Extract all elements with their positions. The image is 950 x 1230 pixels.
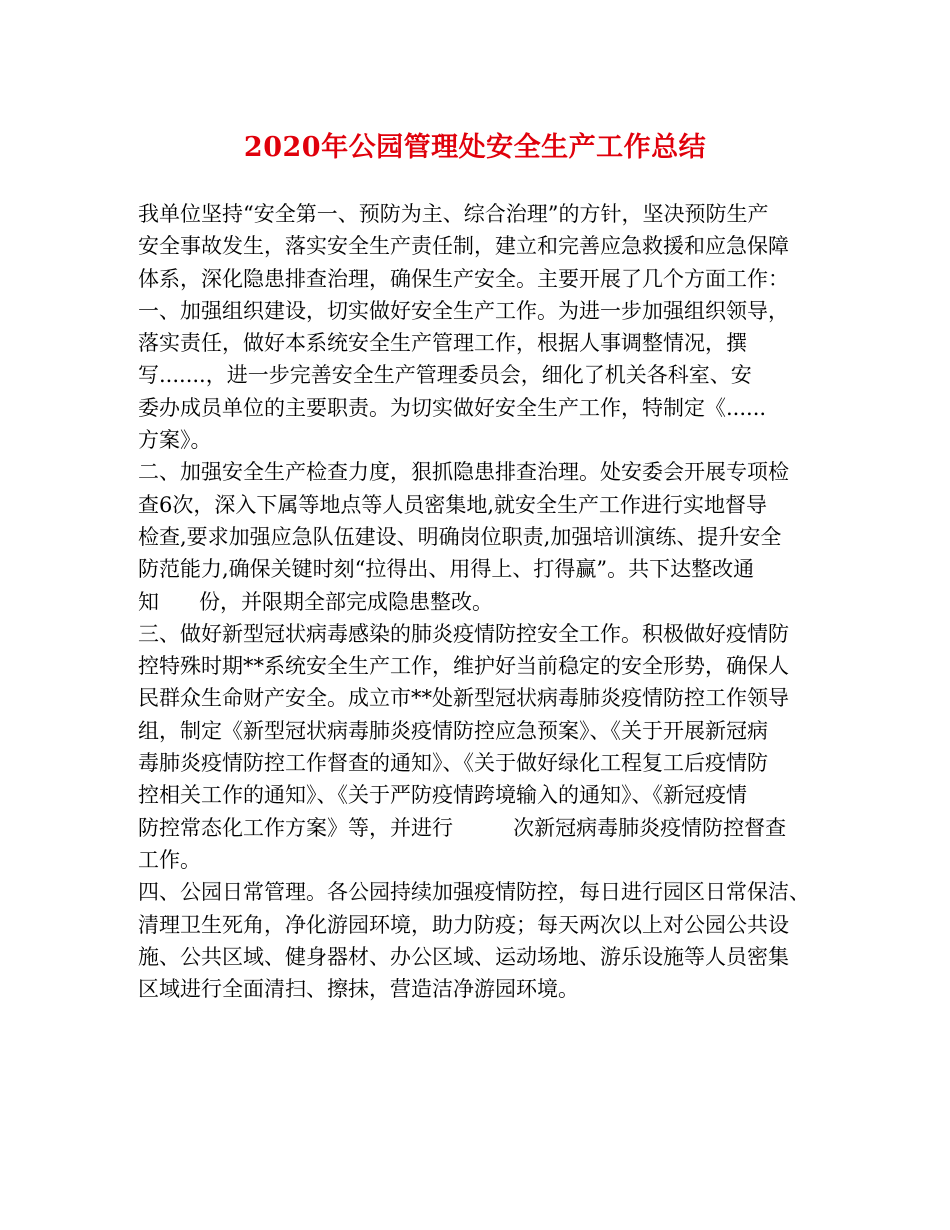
body-text-line: 二、加强安全生产检查力度，狠抓隐患排查治理。处安委会开展专项检 [138,460,789,485]
body-text-line: 一、加强组织建设，切实做好安全生产工作。为进一步加强组织领导， [138,298,789,323]
body-text-line: 方案》。 [138,428,212,453]
body-text-line: 写.......，进一步完善安全生产管理委员会，细化了机关各科室、安 [138,363,752,388]
body-text-line: 防范能力,确保关键时刻“拉得出、用得上、打得赢”。共下达整改通 [138,557,755,582]
body-text-line: 民群众生命财产安全。成立市**处新型冠状病毒肺炎疫情防控工作领导 [138,686,789,711]
body-text-line: 区域进行全面清扫、擦抹，营造洁净游园环境。 [138,977,579,1002]
body-text-line: 施、公共区域、健身器材、办公区域、运动场地、游乐设施等人员密集 [138,944,789,969]
document-body [138,198,828,1005]
body-text-line: 体系，深化隐患排查治理，确保生产安全。主要开展了几个方面工作： [138,266,789,291]
body-text-line: 四、公园日常管理。各公园持续加强疫情防控，每日进行园区日常保洁、 [138,880,810,905]
body-text-line: 知 份，并限期全部完成隐患整改。 [138,589,494,614]
body-text-line: 组，制定《新型冠状病毒肺炎疫情防控应急预案》、《关于开展新冠病 [138,718,768,743]
body-text-line: 清理卫生死角，净化游园环境，助力防疫；每天两次以上对公园公共设 [138,912,789,937]
body-text-line: 毒肺炎疫情防控工作督查的通知》、《关于做好绿化工程复工后疫情防 [138,751,768,776]
body-text-line: 落实责任，做好本系统安全生产管理工作，根据人事调整情况，撰 [138,331,747,356]
body-text-line: 防控常态化工作方案》等，并进行 次新冠病毒肺炎疫情防控督查 [138,815,787,840]
body-text-line: 委办成员单位的主要职责。为切实做好安全生产工作，特制定《...... [138,395,767,420]
body-text-line: 控相关工作的通知》、《关于严防疫情跨境输入的通知》、《新冠疫情 [138,783,747,808]
body-text-line: 工作。 [138,847,201,872]
body-text-line: 三、做好新型冠状病毒感染的肺炎疫情防控安全工作。积极做好疫情防 [138,621,789,646]
body-text-line: 我单位坚持“安全第一、预防为主、综合治理”的方针，坚决预防生产 [138,202,769,226]
body-text-line: 控特殊时期**系统安全生产工作，维护好当前稳定的安全形势，确保人 [138,654,789,679]
body-text-line: 查6次，深入下属等地点等人员密集地,就安全生产工作进行实地督导 [138,492,768,517]
body-text-line: 检查,要求加强应急队伍建设、明确岗位职责,加强培训演练、提升安全 [138,524,782,549]
body-text-line: 安全事故发生，落实安全生产责任制，建立和完善应急救援和应急保障 [138,234,789,259]
document-title: 2020年公园管理处安全生产工作总结 [243,132,707,163]
